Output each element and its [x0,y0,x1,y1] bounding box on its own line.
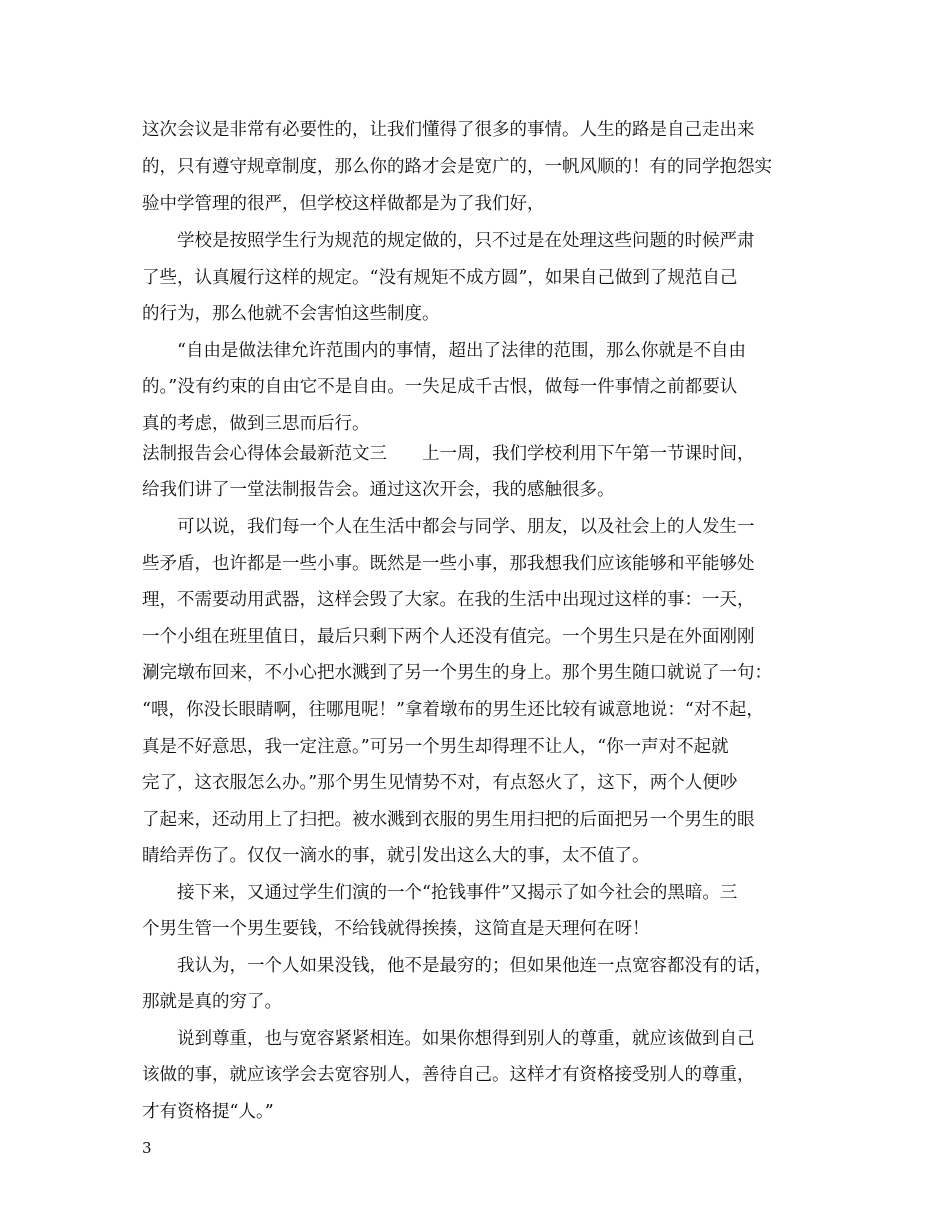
text-line: 说到尊重，也与宽容紧紧相连。如果你想得到别人的尊重，就应该做到自己 [142,1029,755,1049]
text-line: 可以说，我们每一个人在生活中都会与同学、朋友，以及社会上的人发生一 [142,517,755,537]
text-line: 些矛盾，也许都是一些小事。既然是一些小事，那我想我们应该能够和平能够处 [142,554,755,574]
text-line: 真的考虑，做到三思而后行。 [142,414,370,434]
text-line: 睛给弄伤了。仅仅一滴水的事，就引发出这么大的事，太不值了。 [142,846,650,866]
text-line: 的行为，那么他就不会害怕这些制度。 [142,304,440,324]
text-line: 一个小组在班里值日，最后只剩下两个人还没有值完。一个男生只是在外面刚刚 [142,627,755,647]
text-line: 那就是真的穷了。 [142,992,282,1012]
text-line: 这次会议是非常有必要性的，让我们懂得了很多的事情。人生的路是自己走出来 [142,120,755,140]
section-title-line: 法制报告会心得体会最新范文三 上一周，我们学校利用下午第一节课时间， [142,444,755,464]
text-line: 接下来，又通过学生们演的一个“抢钱事件”又揭示了如今社会的黑暗。三 [142,883,738,903]
text-line: “喂，你没长眼睛啊，往哪甩呢！”拿着墩布的男生还比较有诚意地说：“对不起， [142,700,764,720]
text-line: 我认为，一个人如果没钱，他不是最穷的；但如果他连一点宽容都没有的话， [142,956,772,976]
text-line: 的，只有遵守规章制度，那么你的路才会是宽广的，一帆风顺的！有的同学抱怨实 [142,157,772,177]
text-line: 理，不需要动用武器，这样会毁了大家。在我的生活中出现过这样的事：一天， [142,590,755,610]
text-line: 的。”没有约束的自由它不是自由。一失足成千古恨，做每一件事情之前都要认 [142,377,738,397]
text-line: 学校是按照学生行为规范的规定做的，只不过是在处理这些问题的时候严肃 [142,231,755,251]
text-line: “自由是做法律允许范围内的事情，超出了法律的范围，那么你就是不自由 [142,341,746,361]
text-line: 真是不好意思，我一定注意。”可另一个男生却得理不让人，“你一声对不起就 [142,737,729,757]
text-line: 完了，这衣服怎么办。”那个男生见情势不对，有点怒火了，这下，两个人便吵 [142,773,738,793]
text-line: 该做的事，就应该学会去宽容别人，善待自己。这样才有资格接受别人的尊重， [142,1065,755,1085]
text-line: 给我们讲了一堂法制报告会。通过这次开会，我的感触很多。 [142,480,615,500]
text-line: 了起来，还动用上了扫把。被水溅到衣服的男生用扫把的后面把另一个男生的眼 [142,810,755,830]
text-line: 了些，认真履行这样的规定。“没有规矩不成方圆”，如果自己做到了规范自己 [142,268,738,288]
page-number: 3 [142,1139,152,1157]
text-line: 验中学管理的很严，但学校这样做都是为了我们好， [142,194,545,214]
text-line: 涮完墩布回来，不小心把水溅到了另一个男生的身上。那个男生随口就说了一句： [142,663,772,683]
text-line: 个男生管一个男生要钱，不给钱就得挨揍，这简直是天理何在呀！ [142,919,650,939]
text-line: 才有资格提“人。” [142,1102,274,1122]
